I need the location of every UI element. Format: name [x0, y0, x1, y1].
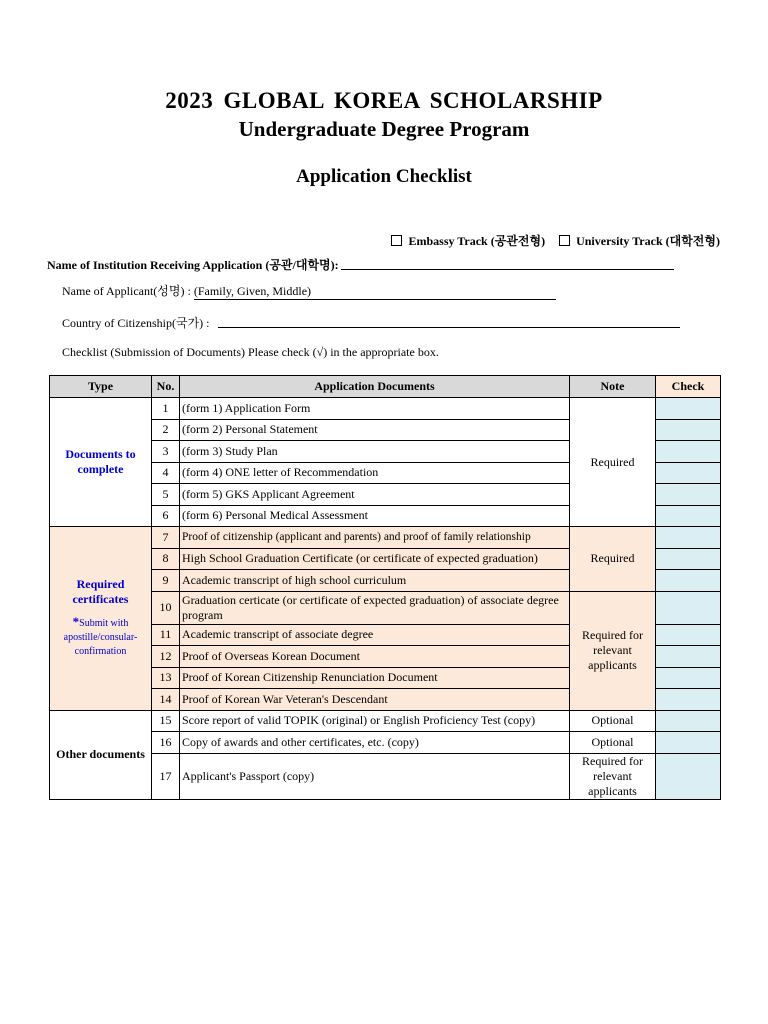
applicant-field[interactable]: (Family, Given, Middle) — [194, 284, 556, 300]
row-no: 11 — [152, 624, 180, 646]
embassy-track-label: Embassy Track (공관전형) — [408, 234, 546, 248]
row-no: 5 — [152, 484, 180, 506]
group-other-documents: Other documents — [50, 710, 152, 799]
track-selection — [391, 232, 720, 249]
check-box[interactable] — [656, 527, 721, 549]
row-no: 16 — [152, 732, 180, 754]
note-optional: Optional — [570, 710, 656, 732]
check-box[interactable] — [656, 591, 721, 624]
header-check: Check — [656, 376, 721, 398]
row-no: 1 — [152, 398, 180, 420]
note-relevant-applicants: Required for relevant applicants — [570, 753, 656, 799]
note-relevant-applicants: Required for relevant applicants — [570, 591, 656, 710]
check-box[interactable] — [656, 710, 721, 732]
header-no: No. — [152, 376, 180, 398]
check-box[interactable] — [656, 548, 721, 570]
row-no: 12 — [152, 646, 180, 668]
institution-label: Name of Institution Receiving Application (공관/대학명): — [47, 258, 339, 272]
citizenship-label: Country of Citizenship(국가) : — [62, 316, 210, 330]
row-no: 7 — [152, 527, 180, 549]
row-no: 13 — [152, 667, 180, 689]
check-box[interactable] — [656, 462, 721, 484]
check-box[interactable] — [656, 570, 721, 592]
row-document: Academic transcript of high school curriculum — [180, 570, 570, 592]
row-no: 8 — [152, 548, 180, 570]
row-document: Score report of valid TOPIK (original) or English Proficiency Test (copy) — [180, 710, 570, 732]
row-no: 4 — [152, 462, 180, 484]
page-subtitle: Undergraduate Degree Program — [238, 117, 530, 141]
header-type: Type — [50, 376, 152, 398]
university-track-checkbox[interactable] — [559, 235, 570, 246]
apostille-note: *Submit with apostille/consular-confirmation — [63, 614, 138, 658]
header-note: Note — [570, 376, 656, 398]
page-title: 2023 GLOBAL KOREA SCHOLARSHIP — [165, 88, 603, 113]
applicant-label: Name of Applicant(성명) : — [62, 284, 191, 298]
row-document: (form 2) Personal Statement — [180, 419, 570, 441]
check-box[interactable] — [656, 398, 721, 420]
row-document: Proof of Overseas Korean Document — [180, 646, 570, 668]
row-no: 14 — [152, 689, 180, 711]
group-required-label: Required certificates — [72, 577, 129, 607]
row-document: High School Graduation Certificate (or certificate of expected graduation) — [180, 548, 570, 570]
row-no: 17 — [152, 753, 180, 799]
header-documents: Application Documents — [180, 376, 570, 398]
row-document: Proof of Korean War Veteran's Descendant — [180, 689, 570, 711]
check-box[interactable] — [656, 624, 721, 646]
checklist-table — [49, 375, 721, 800]
check-box[interactable] — [656, 689, 721, 711]
institution-field[interactable] — [341, 257, 674, 270]
check-box[interactable] — [656, 484, 721, 506]
section-title: Application Checklist — [296, 166, 472, 187]
table-row — [50, 527, 721, 549]
row-document: (form 6) Personal Medical Assessment — [180, 505, 570, 527]
row-no: 15 — [152, 710, 180, 732]
applicant-row — [62, 282, 556, 300]
group-documents-to-complete: Documents to complete — [50, 398, 152, 527]
row-document: (form 3) Study Plan — [180, 441, 570, 463]
table-row — [50, 710, 721, 732]
citizenship-row — [62, 314, 680, 331]
group-required-certificates — [50, 527, 152, 711]
row-document: (form 1) Application Form — [180, 398, 570, 420]
row-document: Copy of awards and other certificates, etc. (copy) — [180, 732, 570, 754]
row-no: 10 — [152, 591, 180, 624]
table-header-row — [50, 376, 721, 398]
check-box[interactable] — [656, 753, 721, 799]
row-document: Proof of Korean Citizenship Renunciation Document — [180, 667, 570, 689]
row-no: 2 — [152, 419, 180, 441]
checklist-instruction: Checklist (Submission of Documents) Please check (√) in the appropriate box. — [62, 345, 439, 359]
check-box[interactable] — [656, 419, 721, 441]
row-document: Proof of citizenship (applicant and parents) and proof of family relationship — [180, 527, 570, 549]
row-document: Graduation certicate (or certificate of expected graduation) of associate degree program — [180, 591, 570, 624]
table-row — [50, 398, 721, 420]
check-box[interactable] — [656, 732, 721, 754]
university-track-label: University Track (대학전형) — [576, 234, 720, 248]
check-box[interactable] — [656, 441, 721, 463]
check-box[interactable] — [656, 667, 721, 689]
row-document: (form 5) GKS Applicant Agreement — [180, 484, 570, 506]
check-box[interactable] — [656, 505, 721, 527]
embassy-track-checkbox[interactable] — [391, 235, 402, 246]
institution-row — [47, 256, 674, 273]
row-no: 6 — [152, 505, 180, 527]
row-no: 9 — [152, 570, 180, 592]
row-document: Academic transcript of associate degree — [180, 624, 570, 646]
note-required: Required — [570, 398, 656, 527]
row-no: 3 — [152, 441, 180, 463]
citizenship-field[interactable] — [218, 315, 680, 328]
row-document: Applicant's Passport (copy) — [180, 753, 570, 799]
check-box[interactable] — [656, 646, 721, 668]
note-optional: Optional — [570, 732, 656, 754]
note-required: Required — [570, 527, 656, 592]
row-document: (form 4) ONE letter of Recommendation — [180, 462, 570, 484]
